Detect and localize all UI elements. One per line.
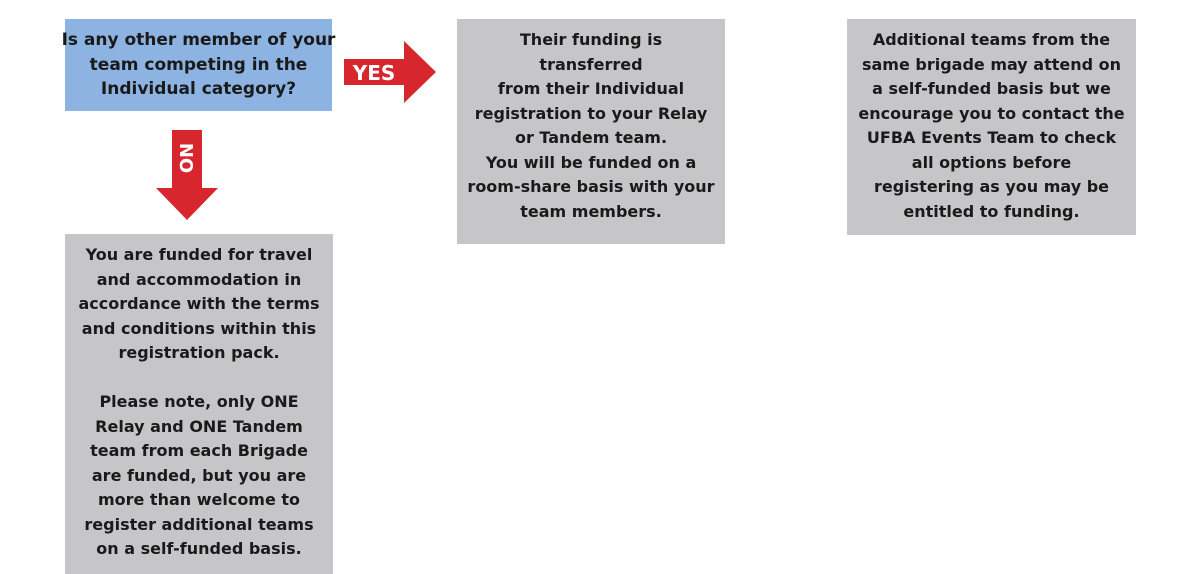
yes-outcome-line: or Tandem team. [514, 128, 668, 147]
yes-outcome-box [457, 19, 725, 244]
additional-teams-line: all options before [911, 152, 1072, 172]
no-outcome-line: and conditions within this [81, 318, 317, 338]
no-outcome-line: accordance with the terms [78, 294, 320, 313]
additional-teams-line: same brigade may attend on [861, 54, 1122, 74]
yes-outcome-line: from their Individual [497, 79, 685, 98]
yes-outcome-line: room-share basis with your [467, 177, 715, 196]
no-outcome-note-line: on a self-funded basis. [96, 539, 302, 558]
no-outcome-note-line: more than welcome to [97, 490, 301, 509]
question-line: Is any other member of your [61, 30, 336, 51]
yes-outcome-line: Their funding is [519, 30, 663, 49]
additional-teams-box [847, 19, 1136, 235]
no-outcome-note-line: are funded, but you are [91, 465, 307, 485]
no-outcome-note-line: Relay and ONE Tandem [95, 416, 303, 436]
yes-outcome-line: transferred [539, 54, 643, 74]
no-outcome-line: You are funded for travel [85, 245, 313, 264]
yes-arrow [344, 41, 436, 103]
no-outcome-note-line: register additional teams [84, 514, 314, 534]
no-outcome-note-line: team from each Brigade [90, 441, 308, 460]
yes-outcome-line: You will be funded on a [485, 152, 697, 172]
additional-teams-line: entitled to funding. [903, 201, 1080, 221]
no-outcome-line: and accommodation in [96, 269, 302, 289]
additional-teams-line: UFBA Events Team to check [866, 128, 1117, 147]
no-outcome-note-line: Please note, only ONE [99, 392, 299, 411]
yes-arrow-label: YES [352, 61, 396, 85]
additional-teams-line: registering as you may be [873, 177, 1110, 196]
yes-outcome-line: registration to your Relay [474, 103, 708, 123]
no-outcome-line: registration pack. [118, 343, 280, 362]
no-outcome-box [65, 234, 333, 574]
yes-outcome-line: team members. [520, 201, 662, 221]
additional-teams-line: encourage you to contact the [858, 103, 1125, 123]
no-arrow [156, 130, 218, 220]
question-line: team competing in the [89, 54, 308, 75]
additional-teams-line: a self-funded basis but we [872, 79, 1111, 98]
question-line: Individual category? [100, 79, 297, 100]
question-box [61, 19, 336, 111]
no-arrow-label: NO [175, 142, 196, 174]
additional-teams-line: Additional teams from the [872, 30, 1111, 49]
